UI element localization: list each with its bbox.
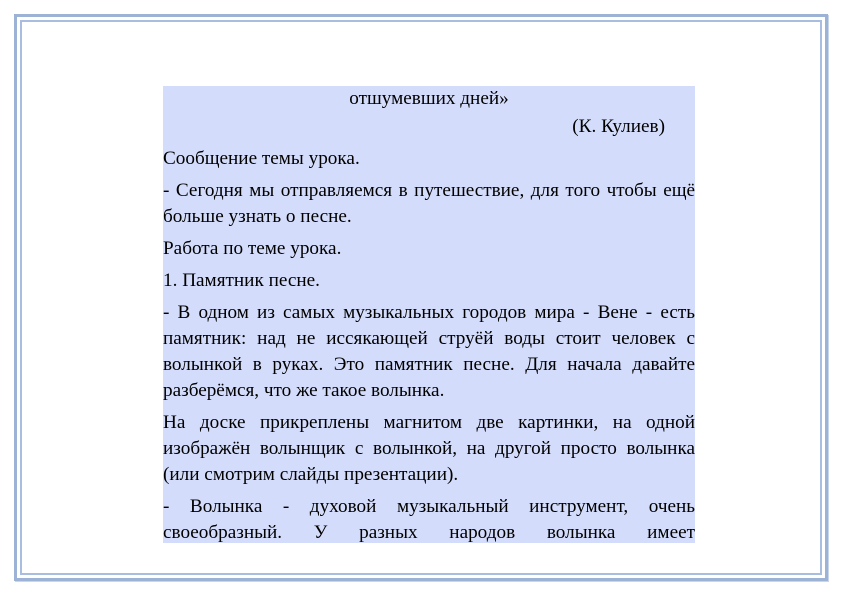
paragraph-monument-heading: 1. Памятник песне. bbox=[163, 270, 320, 291]
epigraph-line: отшумевших дней» bbox=[349, 88, 509, 109]
text-box bbox=[163, 86, 695, 543]
paragraph-bagpipe: - Волынка - духовой музыкальный инструмент, очень своеобразный. У разных народов волынка имеет bbox=[163, 496, 695, 543]
epigraph-author: (К. Кулиев) bbox=[572, 116, 665, 137]
paragraph-monument: - В одном из самых музыкальных городов мира - Вене - есть памятник: над не иссякающей струёй воды стоит человек с волынкой в руках. Это памятник песне. Для начала давайте разберёмся, что же такое волынка. bbox=[163, 302, 695, 401]
paragraph-topic: Сообщение темы урока. bbox=[163, 148, 360, 169]
paragraph-work: Работа по теме урока. bbox=[163, 238, 342, 259]
paragraph-journey: - Сегодня мы отправляемся в путешествие, для того чтобы ещё больше узнать о песне. bbox=[163, 180, 695, 227]
paragraph-board: На доске прикреплены магнитом две картинки, на одной изображён волынщик с волынкой, на другой просто волынка (или смотрим слайды презентации). bbox=[163, 412, 695, 485]
